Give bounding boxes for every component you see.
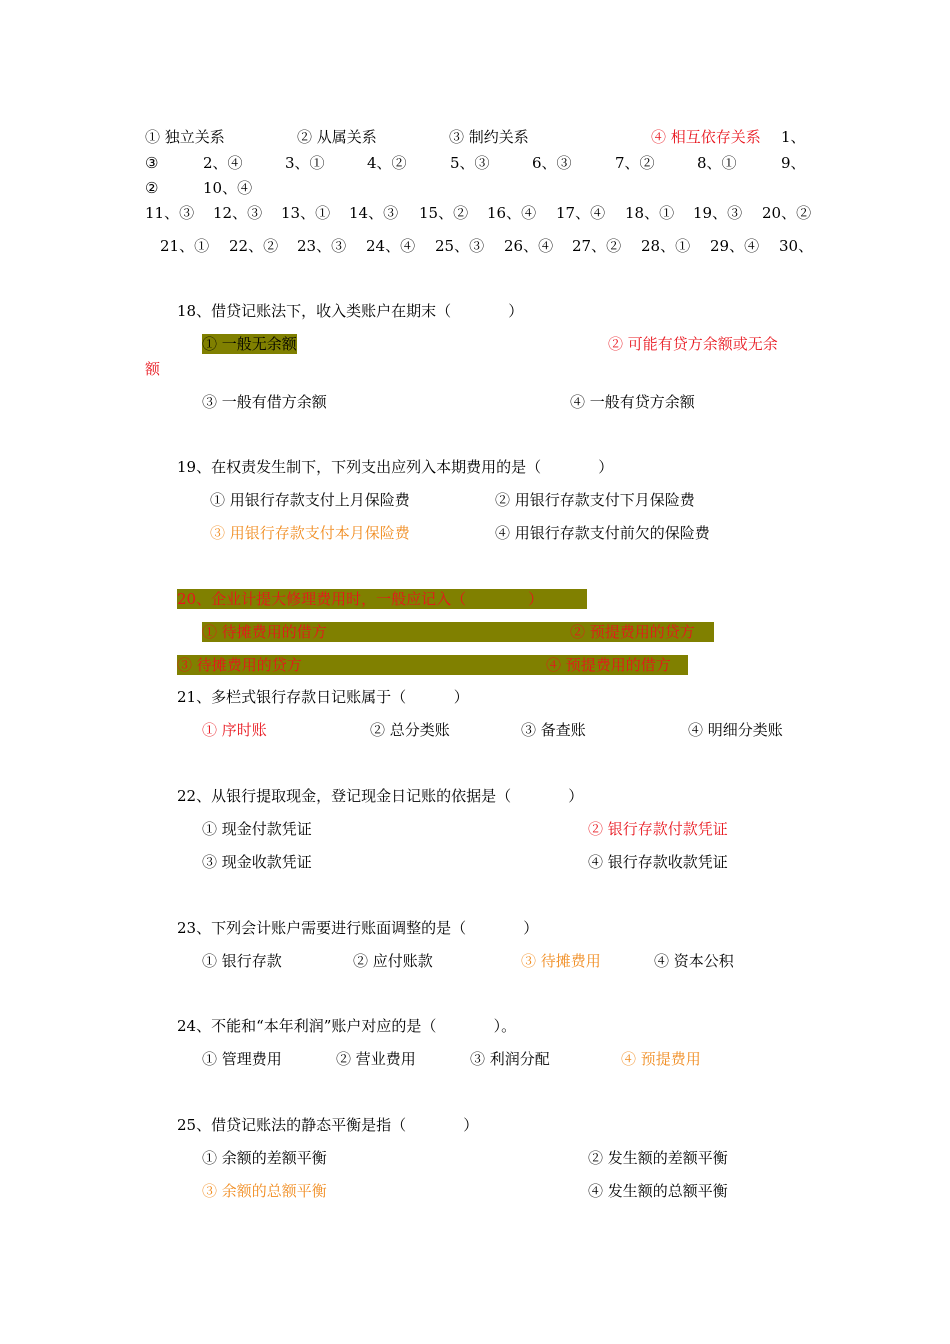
q23-option-3: ③ 待摊费用	[521, 952, 601, 970]
q21-option-2: ② 总分类账	[370, 721, 450, 739]
q20-option-1: ① 待摊费用的借方	[202, 623, 327, 641]
answer-item: 17、④	[556, 204, 606, 222]
answer-item: 10、④	[203, 179, 253, 197]
answer-item: 6、③	[532, 154, 572, 172]
q20-stem: 20、企业计提大修理费用时，一般应记入（ ）	[177, 590, 544, 608]
q18-option-3: ③ 一般有借方余额	[202, 393, 327, 411]
answer-item: 20、②	[762, 204, 812, 222]
q24-option-1: ① 管理费用	[202, 1050, 282, 1068]
q21-option-4: ④ 明细分类账	[688, 721, 783, 739]
q24-option-4: ④ 预提费用	[621, 1050, 701, 1068]
answer-item: 25、③	[435, 237, 485, 255]
q22-option-2: ② 银行存款付款凭证	[588, 820, 728, 838]
q18-option-2-cont: 额	[145, 360, 161, 378]
q20-option-3: ③ 待摊费用的贷方	[177, 656, 302, 674]
q20-option-2: ② 预提费用的贷方	[570, 623, 695, 641]
answer-item: 21、①	[160, 237, 210, 255]
q25-option-3: ③ 余额的总额平衡	[202, 1182, 327, 1200]
q18-option-2: ② 可能有贷方余额或无余	[608, 335, 778, 353]
answer-item: 14、③	[349, 204, 399, 222]
answer-1-label: 1、	[781, 128, 806, 146]
answer-item: ③	[145, 154, 159, 172]
q19-option-2: ② 用银行存款支付下月保险费	[495, 491, 695, 509]
q19-option-4: ④ 用银行存款支付前欠的保险费	[495, 524, 710, 542]
answer-item: 19、③	[693, 204, 743, 222]
answer-item: 23、③	[297, 237, 347, 255]
top-opt-2: ② 从属关系	[297, 128, 377, 146]
top-opt-4: ④ 相互依存关系	[651, 128, 761, 146]
answer-item: 5、③	[450, 154, 490, 172]
answer-item: 4、②	[367, 154, 407, 172]
answer-item: 3、①	[285, 154, 325, 172]
answer-item: 22、②	[229, 237, 279, 255]
answer-item: ②	[145, 179, 159, 197]
q25-option-2: ② 发生额的差额平衡	[588, 1149, 728, 1167]
answer-item: 15、②	[419, 204, 469, 222]
answer-item: 8、①	[697, 154, 737, 172]
q18-stem: 18、借贷记账法下，收入类账户在期末（ ）	[177, 302, 524, 320]
q23-option-2: ② 应付账款	[353, 952, 433, 970]
q25-option-4: ④ 发生额的总额平衡	[588, 1182, 728, 1200]
q25-option-1: ① 余额的差额平衡	[202, 1149, 327, 1167]
q23-option-1: ① 银行存款	[202, 952, 282, 970]
q20-option-4: ④ 预提费用的借方	[546, 656, 671, 674]
q22-stem: 22、从银行提取现金，登记现金日记账的依据是（ ）	[177, 787, 584, 805]
answer-item: 2、④	[203, 154, 243, 172]
answer-item: 27、②	[572, 237, 622, 255]
top-opt-1: ① 独立关系	[145, 128, 225, 146]
q23-option-4: ④ 资本公积	[654, 952, 734, 970]
answer-item: 13、①	[281, 204, 331, 222]
q24-option-3: ③ 利润分配	[470, 1050, 550, 1068]
answer-item: 12、③	[213, 204, 263, 222]
q19-option-3: ③ 用银行存款支付本月保险费	[210, 524, 410, 542]
answer-item: 29、④	[710, 237, 760, 255]
answer-item: 16、④	[487, 204, 537, 222]
top-opt-3: ③ 制约关系	[449, 128, 529, 146]
q22-option-4: ④ 银行存款收款凭证	[588, 853, 728, 871]
answer-item: 11、③	[145, 204, 195, 222]
answer-item: 30、	[779, 237, 814, 255]
answer-item: 9、	[781, 154, 806, 172]
q22-option-3: ③ 现金收款凭证	[202, 853, 312, 871]
q21-option-1: ① 序时账	[202, 721, 267, 739]
q21-option-3: ③ 备查账	[521, 721, 586, 739]
q19-option-1: ① 用银行存款支付上月保险费	[210, 491, 410, 509]
answer-item: 24、④	[366, 237, 416, 255]
answer-item: 7、②	[615, 154, 655, 172]
q23-stem: 23、下列会计账户需要进行账面调整的是（ ）	[177, 919, 539, 937]
q22-option-1: ① 现金付款凭证	[202, 820, 312, 838]
answer-item: 28、①	[641, 237, 691, 255]
answer-item: 18、①	[625, 204, 675, 222]
q18-option-1: ① 一般无余额	[202, 335, 297, 353]
q24-stem: 24、不能和“本年利润”账户对应的是（ ）。	[177, 1017, 517, 1035]
q19-stem: 19、在权责发生制下，下列支出应列入本期费用的是（ ）	[177, 458, 614, 476]
q21-stem: 21、多栏式银行存款日记账属于（ ）	[177, 688, 469, 706]
q18-option-4: ④ 一般有贷方余额	[570, 393, 695, 411]
answer-item: 26、④	[504, 237, 554, 255]
q25-stem: 25、借贷记账法的静态平衡是指（ ）	[177, 1116, 479, 1134]
q24-option-2: ② 营业费用	[336, 1050, 416, 1068]
